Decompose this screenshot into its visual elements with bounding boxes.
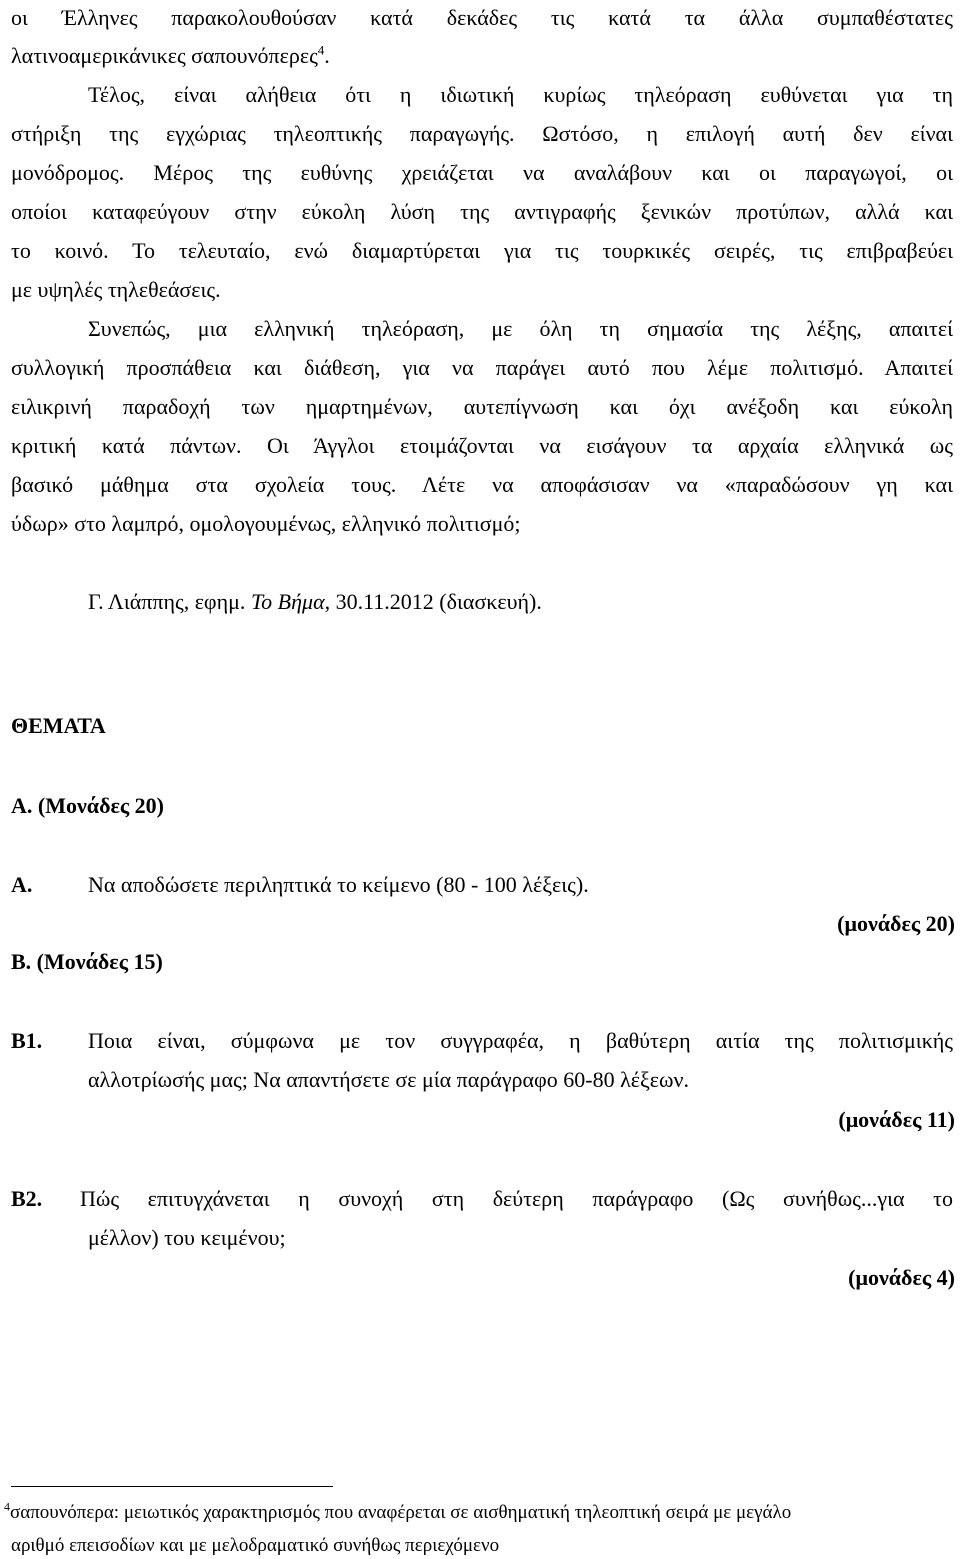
footnote-line: αριθμό επεισοδίων και με μελοδραματικό συνήθως περιεχόμενο bbox=[11, 1535, 500, 1556]
passage-line: το κοινό. Το τελευταίο, ενώ διαμαρτύρεται για τις τουρκικές σειρές, τις επιβραβεύει bbox=[11, 238, 953, 263]
passage-line: ύδωρ» στο λαμπρό, ομολογουμένως, ελληνικό πολιτισμό; bbox=[11, 511, 521, 536]
question-b2-points: (μονάδες 4) bbox=[848, 1265, 955, 1290]
footnote: $^4$σαπουνόπερα: μειωτικός χαρακτηρισμός που αναφέρεται σε αισθηματική τηλεοπτική σειρά με μεγάλο bbox=[4, 1499, 792, 1523]
question-b2-text: Πώς επιτυγχάνεται η συνοχή στη δεύτερη παράγραφο (Ως συνήθως...για το bbox=[80, 1186, 953, 1211]
passage-line: οι Έλληνες παρακολουθούσαν κατά δεκάδες τις κατά τα άλλα συμπαθέστατες bbox=[11, 5, 953, 30]
question-b1-points: (μονάδες 11) bbox=[838, 1107, 955, 1132]
section-a-heading: Α. (Μονάδες 20) bbox=[11, 793, 165, 818]
footnote-reference: 4 bbox=[317, 42, 325, 58]
newspaper-title: Το Βήμα bbox=[250, 589, 325, 614]
question-b2-number: Β2. bbox=[11, 1186, 43, 1211]
passage-line: μονόδρομος. Μέρος της ευθύνης χρειάζεται να αναλάβουν και οι παραγωγοί, οι bbox=[11, 160, 953, 185]
question-b1-text: αλλοτρίωσής μας; Να απαντήσετε σε μία παράγραφο 60-80 λέξεων. bbox=[88, 1067, 689, 1092]
question-b1-number: Β1. bbox=[11, 1028, 43, 1053]
source-citation: Γ. Λιάππης, εφημ. Το Βήμα, 30.11.2012 (διασκευή). bbox=[88, 589, 542, 614]
themata-heading: ΘΕΜΑΤΑ bbox=[11, 713, 106, 738]
passage-line: Τέλος, είναι αλήθεια ότι η ιδιωτική κυρίως τηλεόραση ευθύνεται για τη bbox=[88, 82, 953, 107]
passage-line: βασικό μάθημα στα σχολεία τους. Λέτε να αποφάσισαν να «παραδώσουν γη και bbox=[11, 472, 953, 497]
question-b1-text: Ποια είναι, σύμφωνα με τον συγγραφέα, η βαθύτερη αιτία της πολιτισμικής bbox=[88, 1028, 953, 1053]
passage-line: συλλογική προσπάθεια και διάθεση, για να παράγει αυτό που λέμε πολιτισμό. Απαιτεί bbox=[11, 355, 953, 380]
question-b2-text: μέλλον) του κειμένου; bbox=[88, 1225, 286, 1250]
question-a-points: (μονάδες 20) bbox=[837, 911, 955, 936]
section-b-heading: Β. (Μονάδες 15) bbox=[11, 949, 163, 974]
question-a-number: Α. bbox=[11, 872, 33, 897]
passage-line: λατινοαμερικάνικες σαπουνόπερες$^4$. bbox=[11, 42, 330, 68]
passage-line: οποίοι καταφεύγουν στην εύκολη λύση της αντιγραφής ξενικών προτύπων, αλλά και bbox=[11, 199, 953, 224]
passage-line: με υψηλές τηλεθεάσεις. bbox=[11, 277, 221, 302]
passage-line: Συνεπώς, μια ελληνική τηλεόραση, με όλη τη σημασία της λέξης, απαιτεί bbox=[88, 316, 953, 341]
passage-line: στήριξη της εγχώριας τηλεοπτικής παραγωγής. Ωστόσο, η επιλογή αυτή δεν είναι bbox=[11, 121, 953, 146]
footnote-number: 4 bbox=[4, 1499, 10, 1514]
passage-line: ειλικρινή παραδοχή των ημαρτημένων, αυτεπίγνωση και όχι ανέξοδη και εύκολη bbox=[11, 394, 953, 419]
passage-line: κριτική κατά πάντων. Οι Άγγλοι ετοιμάζονται να εισάγουν τα αρχαία ελληνικά ως bbox=[11, 433, 953, 458]
footnote-divider bbox=[11, 1486, 333, 1487]
question-a-text: Να αποδώσετε περιληπτικά το κείμενο (80 - 100 λέξεις). bbox=[88, 872, 589, 897]
